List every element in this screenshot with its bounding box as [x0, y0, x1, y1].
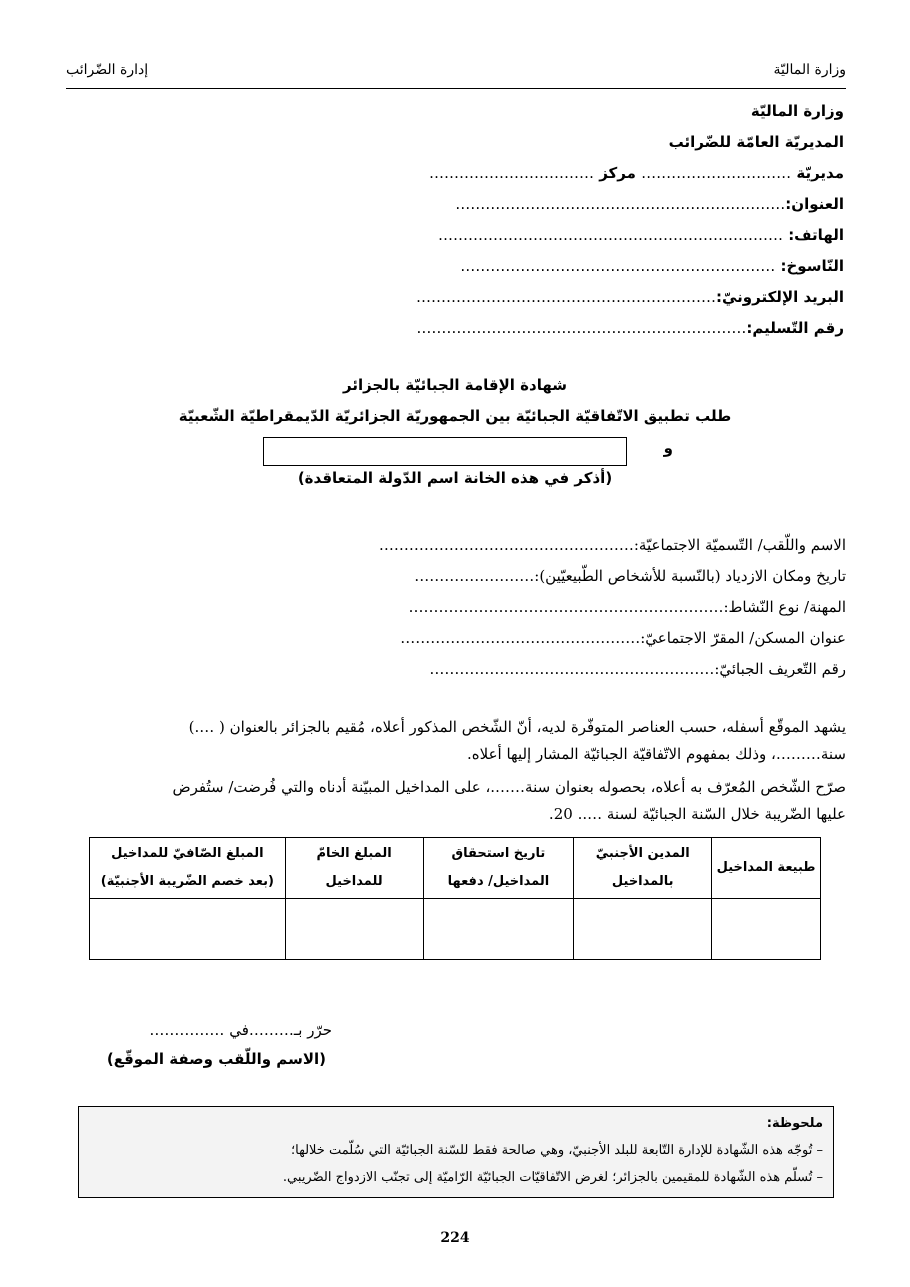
field-label: تاريخ ومكان الازدياد (بالنّسبة للأشخاص الطّبيعيّين): — [534, 567, 846, 585]
delivery-number-label: رقم التّسليم: — [746, 319, 844, 337]
phone-label: الهاتف: — [788, 226, 844, 244]
email-line — [324, 282, 844, 313]
header-ministry: وزارة الماليّة — [773, 62, 846, 78]
field-dots: ………………………………………………… — [429, 660, 715, 678]
field-label: عنوان المسكن/ المقرّ الاجتماعيّ: — [640, 629, 846, 647]
paragraph-line: عليها الضّريبة خلال السّنة الجبائيّة لسنة ….. 20. — [548, 805, 846, 823]
signature-block — [92, 1016, 392, 1074]
header-text: طبيعة المداخيل — [716, 860, 816, 875]
fax-dots: ……………………………………………………… — [460, 257, 776, 275]
address-line — [324, 189, 844, 220]
paragraph-line: يشهد الموقّع أسفله، حسب العناصر المتوفّرة لديه، أنّ الشّخص المذكور أعلاه، مُقيم بالجزائر بالعنوان ( ….) — [188, 718, 846, 736]
header-text: للمداخيل — [325, 874, 383, 889]
directorate-dots: ………………………… — [641, 164, 792, 182]
table-cell[interactable] — [285, 899, 423, 960]
directorate-center-line — [324, 158, 844, 189]
table-cell[interactable] — [90, 899, 286, 960]
field-tax-id — [336, 654, 846, 685]
field-dots: ………………………………………… — [400, 629, 641, 647]
phone-line — [324, 220, 844, 251]
email-label: البريد الإلكترونيّ: — [716, 288, 844, 306]
header-income-nature — [712, 838, 821, 899]
header-text: تاريخ استحقاق — [451, 846, 546, 861]
residence-attestation-paragraph — [66, 714, 846, 768]
header-text: المبلغ الصّافيّ للمداخيل — [111, 846, 264, 861]
email-dots: …………………………………………………… — [416, 288, 716, 306]
header-tax-administration: إدارة الضّرائب — [66, 62, 149, 78]
paragraph-line: صرّح الشّخص المُعرّف به أعلاه، بحصوله بعنوان سنة…….، على المداخيل المبيّنة أدناه والتي فُرضت/ ستُفرض — [172, 778, 846, 796]
field-label: الاسم واللّقب/ التّسميّة الاجتماعيّة: — [633, 536, 846, 554]
note-item: – تُسلّم هذه الشّهادة للمقيمين بالجزائر؛ لغرض الاتّفاقيّات الجبائيّة الرّاميّة إلى تجنّب الازدواج الضّريبي. — [282, 1170, 823, 1185]
field-birth-date-place — [336, 561, 846, 592]
note-box — [78, 1106, 834, 1198]
directorate-general-name: المديريّة العامّة للضّرائب — [668, 133, 844, 151]
taxpayer-fields — [336, 530, 846, 685]
field-profession — [336, 592, 846, 623]
header-foreign-debtor — [574, 838, 712, 899]
fax-line — [324, 251, 844, 282]
income-table — [89, 837, 821, 960]
field-name — [336, 530, 846, 561]
table-header-row — [90, 838, 821, 899]
phone-dots: …………………………………………………………… — [437, 226, 783, 244]
header-gross-amount — [285, 838, 423, 899]
center-dots: …………………………… — [428, 164, 594, 182]
table-row — [90, 899, 821, 960]
ministry-name: وزارة الماليّة — [750, 102, 844, 120]
header-payment-date — [423, 838, 574, 899]
convention-request-line: طلب تطبيق الاتّفاقيّة الجبائيّة بين الجمهوريّة الجزائريّة الدّيمقراطيّة الشّعبيّة — [178, 407, 732, 425]
income-declaration-paragraph — [66, 774, 846, 828]
directorate-label: مديريّة — [796, 164, 844, 182]
contracting-state-box[interactable] — [263, 437, 627, 466]
field-label: رقم التّعريف الجبائيّ: — [714, 660, 846, 678]
signatory-label: (الاسم واللّقب وصفة الموقّع) — [106, 1050, 326, 1068]
address-dots: ………………………………………………………… — [455, 195, 786, 213]
table-cell[interactable] — [423, 899, 574, 960]
address-label: العنوان: — [785, 195, 844, 213]
page-number: 224 — [440, 1230, 470, 1246]
signature-place-date: حرّر بـ………في …………… — [149, 1021, 332, 1039]
header-text: (بعد خصم الضّريبة الأجنبيّة) — [100, 874, 274, 889]
contracting-state-hint: (أذكر في هذه الخانة اسم الدّولة المتعاقدة) — [297, 469, 613, 487]
field-dots: ……………………………………………………… — [408, 598, 724, 616]
contracting-state-row — [263, 437, 673, 467]
field-address — [336, 623, 846, 654]
running-header — [66, 58, 846, 89]
center-label: مركز — [599, 164, 636, 182]
certificate-title: شهادة الإقامة الجبائيّة بالجزائر — [343, 376, 567, 394]
header-text: المبلغ الخامّ — [316, 846, 392, 861]
note-item: – تُوجّه هذه الشّهادة للإدارة التّابعة للبلد الأجنبيّ، وهي صالحة فقط للسّنة الجبائيّة التي سُلّمت خلالها؛ — [291, 1143, 823, 1158]
issuing-administration-block — [324, 96, 844, 344]
field-dots: …………………………………………… — [378, 536, 634, 554]
header-text: المداخيل/ دفعها — [447, 874, 550, 889]
table-cell[interactable] — [712, 899, 821, 960]
delivery-number-dots: ………………………………………………………… — [416, 319, 747, 337]
note-title: ملحوظة: — [766, 1116, 823, 1131]
header-net-amount — [90, 838, 286, 899]
certificate-title-block — [100, 370, 810, 432]
field-label: المهنة/ نوع النّشاط: — [723, 598, 846, 616]
table-cell[interactable] — [574, 899, 712, 960]
paragraph-line: سنة………، وذلك بمفهوم الاتّفاقيّة الجبائيّة المشار إليها أعلاه. — [467, 745, 846, 763]
and-label: و — [663, 439, 673, 457]
header-text: المدين الأجنبيّ — [595, 846, 690, 861]
delivery-number-line — [324, 313, 844, 344]
header-text: بالمداخيل — [611, 874, 674, 889]
fax-label: النّاسوخ: — [780, 257, 844, 275]
field-dots: …………………… — [414, 567, 535, 585]
